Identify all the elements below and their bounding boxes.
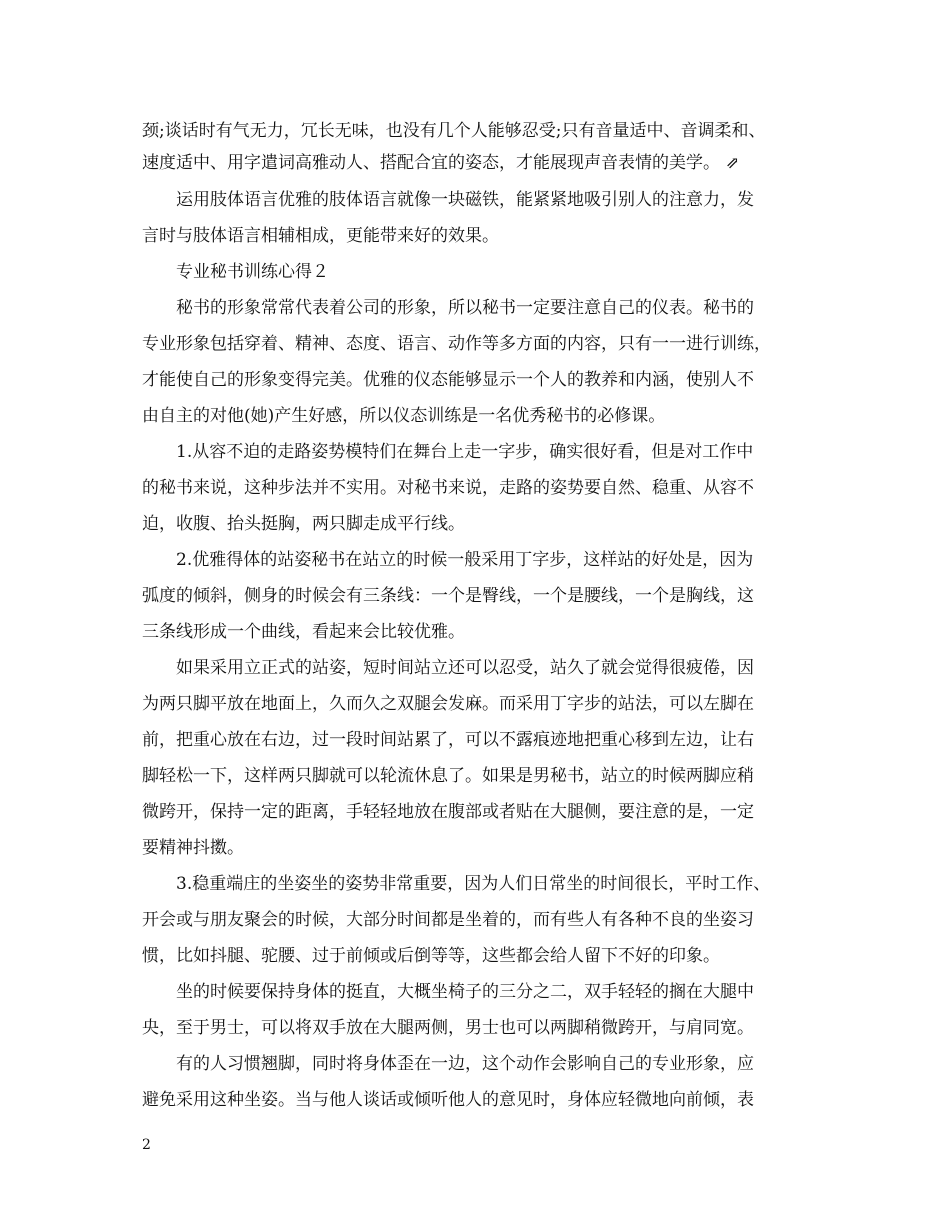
text-line: 央，至于男士，可以将双手放在大腿两侧，男士也可以两脚稍微跨开，与肩同宽。: [142, 1018, 754, 1038]
text-line: 才能使自己的形象变得完美。优雅的仪态能够显示一个人的教养和内涵，使别人不: [142, 370, 754, 390]
text-line: 惯，比如抖腿、驼腰、过于前倾或后倒等等，这些都会给人留下不好的印象。: [142, 946, 720, 966]
paragraph-start: 坐的时候要保持身体的挺直，大概坐椅子的三分之二，双手轻轻的搁在大腿中: [176, 982, 754, 1002]
paragraph-start: 2.优雅得体的站姿秘书在站立的时候一般采用丁字步，这样站的好处是，因为: [176, 550, 754, 570]
text-line: 微跨开，保持一定的距离，手轻轻地放在腹部或者贴在大腿侧，要注意的是，一定: [142, 802, 754, 822]
paragraph-start: 运用肢体语言优雅的肢体语言就像一块磁铁，能紧紧地吸引别人的注意力，发: [176, 190, 754, 210]
text-line: 弧度的倾斜，侧身的时候会有三条线：一个是臀线，一个是腰线，一个是胸线，这: [142, 586, 754, 606]
text-line: 由自主的对他(她)产生好感，所以仪态训练是一名优秀秘书的必修课。: [142, 406, 666, 426]
text-line: 专业形象包括穿着、精神、态度、语言、动作等多方面的内容，只有一一进行训练，: [142, 334, 771, 354]
text-line: 迫，收腹、抬头挺胸，两只脚走成平行线。: [142, 514, 465, 534]
text-line: 言时与肢体语言相辅相成，更能带来好的效果。: [142, 226, 499, 246]
text-line: 前，把重心放在右边，过一段时间站累了，可以不露痕迹地把重心移到左边，让右: [142, 730, 754, 750]
text-line: 的秘书来说，这种步法并不实用。对秘书来说，走路的姿势要自然、稳重、从容不: [142, 478, 754, 498]
text-line: 脚轻松一下，这样两只脚就可以轮流休息了。如果是男秘书，站立的时候两脚应稍: [142, 766, 754, 786]
text-line: 三条线形成一个曲线，看起来会比较优雅。: [142, 622, 465, 642]
link-icon: ⇗: [726, 153, 740, 172]
section-heading: 专业秘书训练心得２: [176, 262, 329, 282]
text-line: 开会或与朋友聚会的时候，大部分时间都是坐着的，而有些人有各种不良的坐姿习: [142, 910, 754, 930]
paragraph-start: 3.稳重端庄的坐姿坐的姿势非常重要，因为人们日常坐的时间很长，平时工作、: [176, 874, 771, 894]
text-line: 避免采用这种坐姿。当与他人谈话或倾听他人的意见时，身体应轻微地向前倾，表: [142, 1090, 754, 1110]
page-number: 2: [142, 1137, 151, 1153]
text-line-content: 速度适中、用字遣词高雅动人、搭配合宜的姿态，才能展现声音表情的美学。: [142, 153, 720, 173]
paragraph-start: 有的人习惯翘脚，同时将身体歪在一边，这个动作会影响自己的专业形象，应: [176, 1054, 754, 1074]
text-line: 为两只脚平放在地面上，久而久之双腿会发麻。而采用丁字步的站法，可以左脚在: [142, 694, 754, 714]
paragraph-start: 1.从容不迫的走路姿势模特们在舞台上走一字步，确实很好看，但是对工作中: [176, 442, 754, 462]
text-line: 颈;谈话时有气无力，冗长无味，也没有几个人能够忍受;只有音量适中、音调柔和、: [142, 121, 766, 141]
paragraph-start: 秘书的形象常常代表着公司的形象，所以秘书一定要注意自己的仪表。秘书的: [176, 298, 754, 318]
paragraph-start: 如果采用立正式的站姿，短时间站立还可以忍受，站久了就会觉得很疲倦，因: [176, 658, 754, 678]
text-line: [142, 153, 739, 173]
text-line: 要精神抖擞。: [142, 838, 244, 858]
